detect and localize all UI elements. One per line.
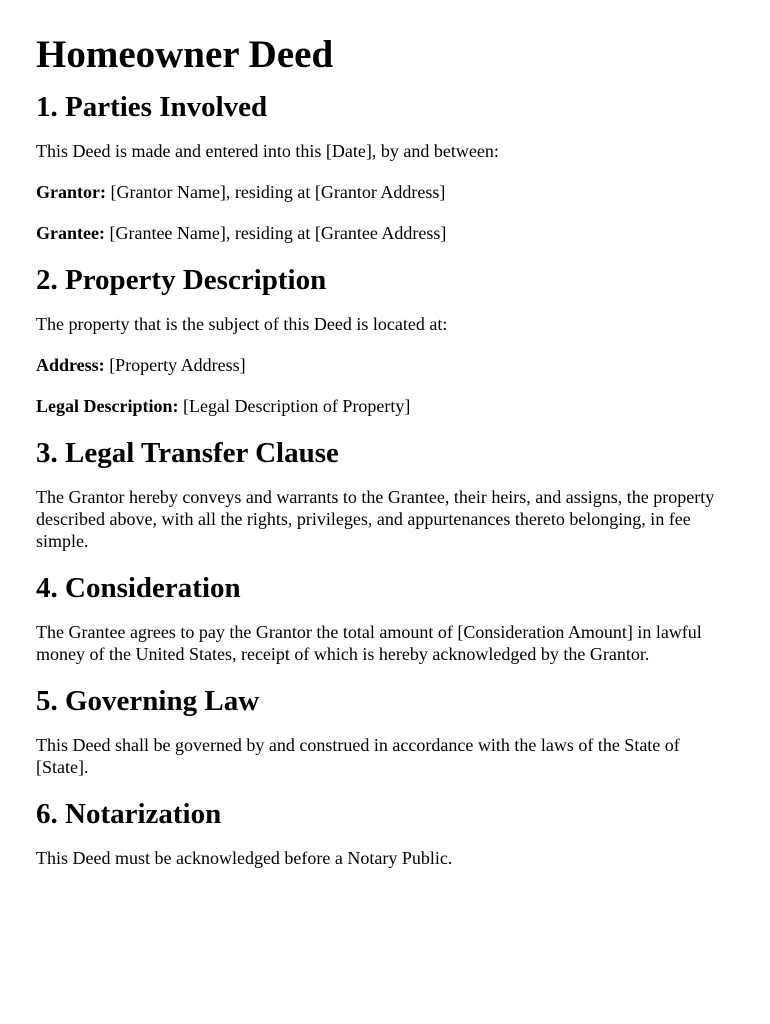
grantee-line — [36, 222, 726, 244]
section-parties — [36, 90, 734, 244]
grantee-label: Grantee: — [36, 223, 105, 243]
governing-law-body: This Deed shall be governed by and construed in accordance with the laws of the State of [State]. — [36, 735, 680, 777]
section-consideration — [36, 571, 734, 665]
section-property — [36, 263, 734, 417]
grantor-label: Grantor: — [36, 182, 106, 202]
address-label: Address: — [36, 355, 105, 375]
section-heading: 3. Legal Transfer Clause — [36, 437, 339, 469]
grantor-line — [36, 181, 726, 203]
section-heading: 1. Parties Involved — [36, 91, 268, 123]
transfer-body: The Grantor hereby conveys and warrants to the Grantee, their heirs, and assigns, the property described above, with all the rights, privileges, and appurtenances thereto belonging, in fee simple. — [36, 487, 715, 551]
section-transfer — [36, 436, 734, 552]
section-heading: 5. Governing Law — [36, 685, 260, 717]
address-line — [36, 354, 726, 376]
parties-intro: This Deed is made and entered into this [Date], by and between: — [36, 141, 499, 161]
consideration-body: The Grantee agrees to pay the Grantor the total amount of [Consideration Amount] in lawful money of the United States, receipt of which is hereby acknowledged by the Grantor. — [36, 622, 702, 664]
document-title: Homeowner Deed — [36, 33, 334, 76]
legal-description-line — [36, 395, 726, 417]
address-value: [Property Address] — [104, 355, 246, 375]
section-notarization — [36, 797, 734, 869]
notarization-body: This Deed must be acknowledged before a Notary Public. — [36, 848, 453, 868]
section-governing-law — [36, 684, 734, 778]
grantee-value: [Grantee Name], residing at [Grantee Address] — [104, 223, 447, 243]
grantor-value: [Grantor Name], residing at [Grantor Address] — [105, 182, 446, 202]
legal-description-value: [Legal Description of Property] — [178, 396, 411, 416]
property-intro: The property that is the subject of this Deed is located at: — [36, 314, 448, 334]
section-heading: 2. Property Description — [36, 264, 327, 296]
section-heading: 6. Notarization — [36, 798, 222, 830]
section-heading: 4. Consideration — [36, 572, 241, 604]
legal-description-label: Legal Description: — [36, 396, 179, 416]
